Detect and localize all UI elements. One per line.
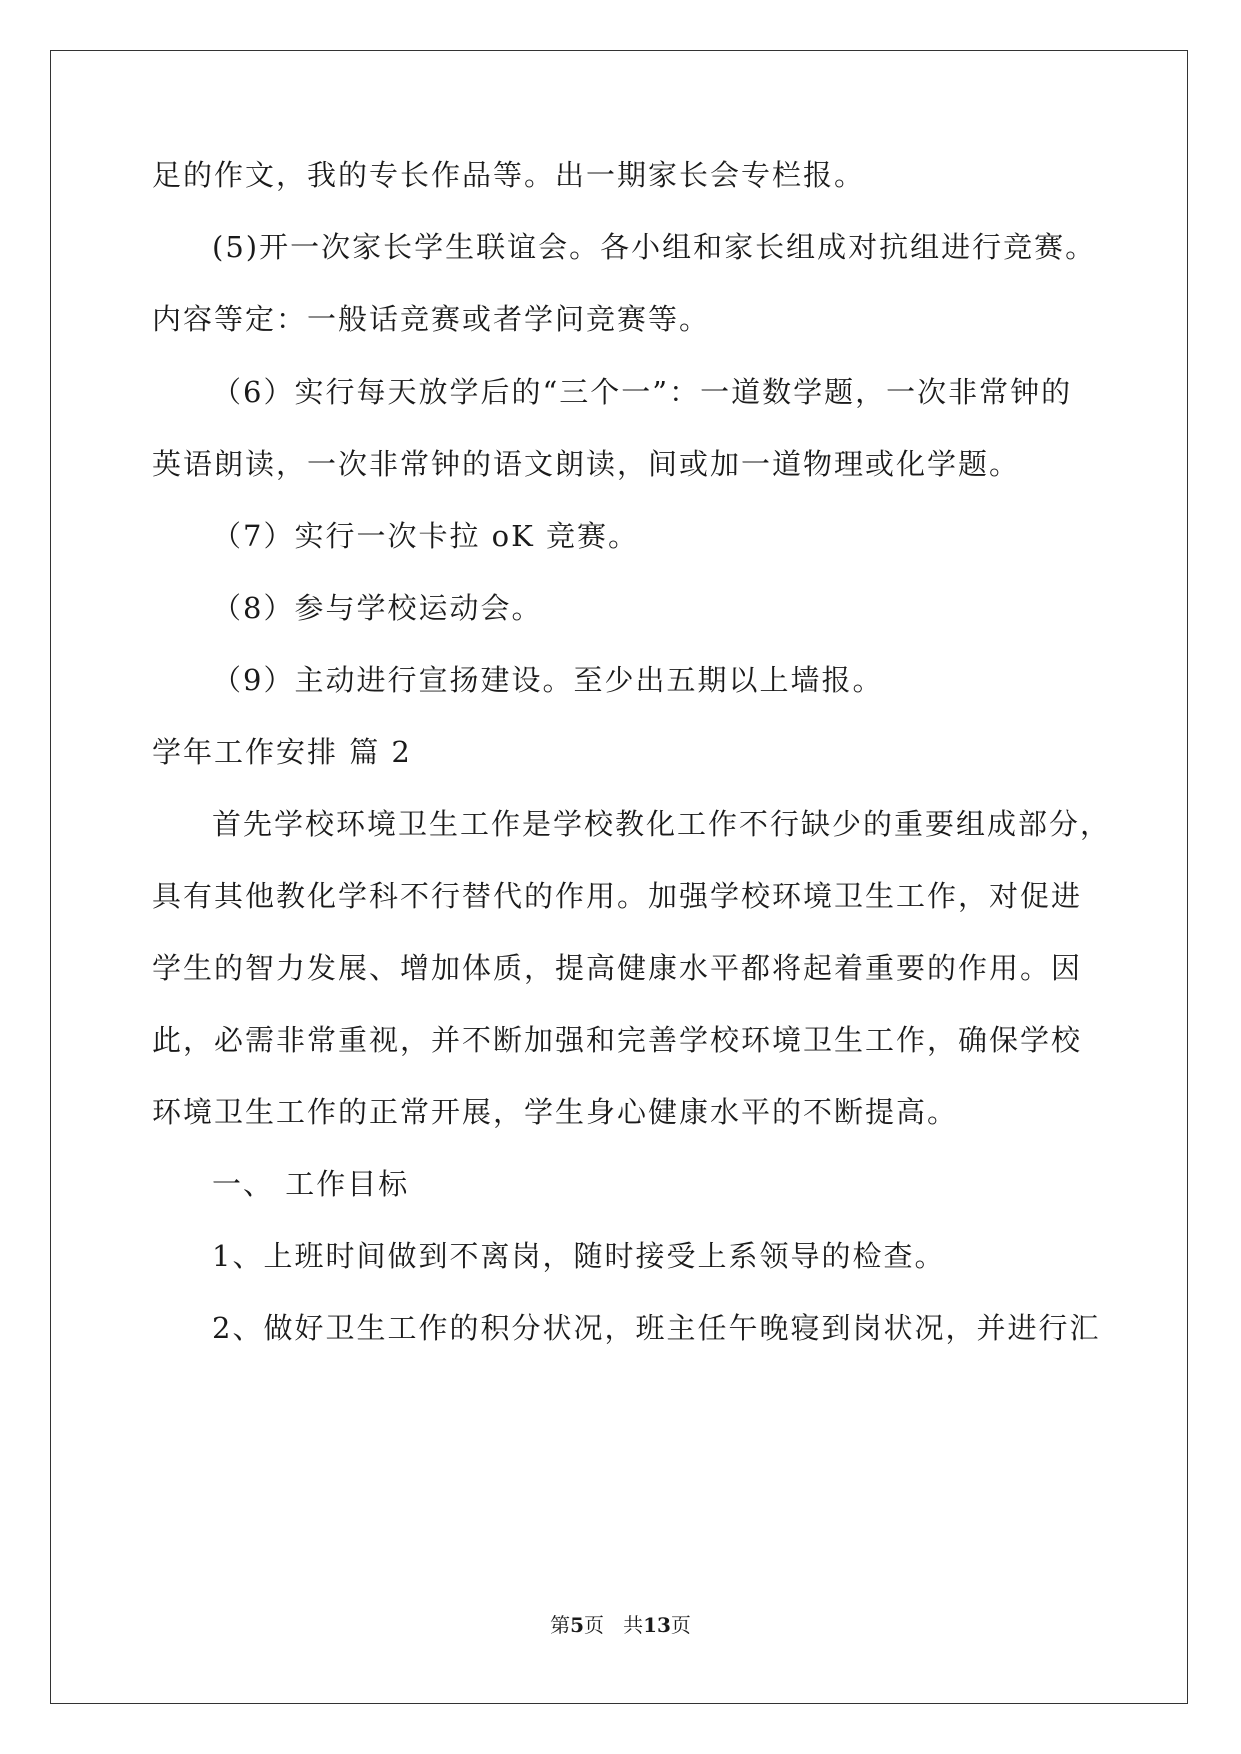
footer-prefix: 第 [550, 1613, 571, 1637]
text-line: （7）实行一次卡拉 oK 竞赛。 [212, 519, 640, 553]
footer-middle: 页 共 [584, 1613, 644, 1637]
total-pages: 13 [643, 1613, 671, 1637]
text-line: 2、做好卫生工作的积分状况，班主任午晚寝到岗状况，并进行汇 [212, 1311, 1101, 1345]
page-footer [0, 1613, 1241, 1637]
subsection-heading: 一、 工作目标 [212, 1167, 410, 1201]
text-line: （9）主动进行宣扬建设。至少出五期以上墙报。 [212, 663, 884, 697]
text-line: 足的作文，我的专长作品等。出一期家长会专栏报。 [152, 158, 866, 192]
text-line: 首先学校环境卫生工作是学校教化工作不行缺少的重要组成部分， [212, 807, 1112, 841]
footer-suffix: 页 [670, 1613, 691, 1637]
text-line: 环境卫生工作的正常开展，学生身心健康水平的不断提高。 [152, 1095, 959, 1129]
text-line: (5)开一次家长学生联谊会。各小组和家长组成对抗组进行竞赛。 [212, 230, 1097, 264]
text-line: （6）实行每天放学后的“三个一”：一道数学题，一次非常钟的 [212, 375, 1073, 409]
section-heading: 学年工作安排 篇 2 [152, 735, 412, 769]
page-number: 5 [570, 1613, 584, 1637]
text-line: （8）参与学校运动会。 [212, 591, 543, 625]
text-line: 具有其他教化学科不行替代的作用。加强学校环境卫生工作，对促进 [152, 879, 1083, 913]
text-line: 1、上班时间做到不离岗，随时接受上系领导的检查。 [212, 1239, 946, 1273]
text-line: 英语朗读，一次非常钟的语文朗读，间或加一道物理或化学题。 [152, 447, 1021, 481]
text-line: 此，必需非常重视，并不断加强和完善学校环境卫生工作，确保学校 [152, 1023, 1083, 1057]
text-line: 学生的智力发展、增加体质，提高健康水平都将起着重要的作用。因 [152, 951, 1083, 985]
text-line: 内容等定：一般话竞赛或者学问竞赛等。 [152, 302, 711, 336]
